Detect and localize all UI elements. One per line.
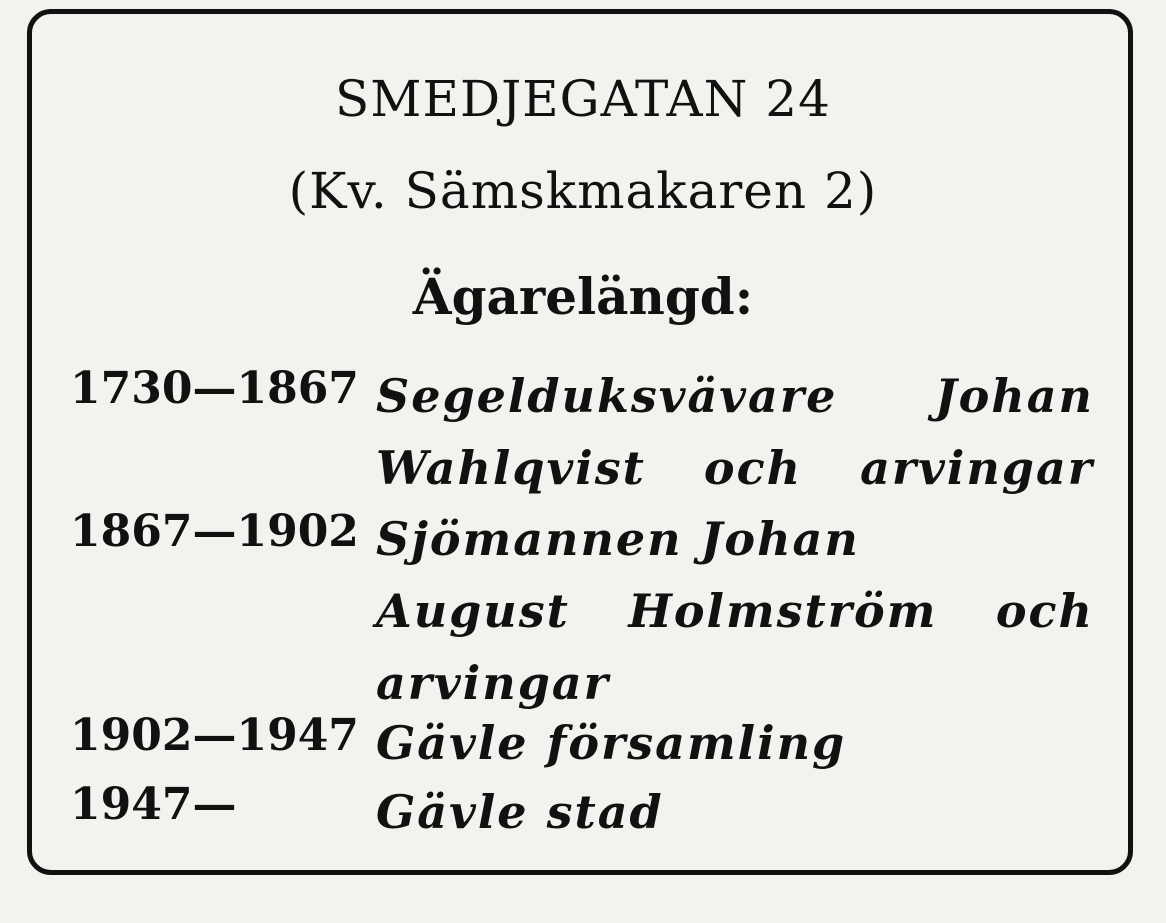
owner-line: Wahlqvist och arvingar: [376, 441, 1094, 495]
block-subtitle: (Kv. Sämskmakaren 2): [288, 162, 878, 220]
owner-name: [376, 360, 1101, 504]
owner-years: 1902—1947: [70, 710, 359, 761]
owner-line: Gävle stad: [376, 785, 664, 839]
address-title: SMEDJEGATAN 24: [335, 70, 831, 128]
owner-years: 1867—1902: [70, 506, 359, 557]
owner-name: [376, 707, 1101, 779]
owner-line: Segelduksvävare Johan: [376, 369, 1094, 423]
owner-years: 1730—1867: [70, 363, 359, 414]
owner-line: Sjömannen Johan: [376, 512, 860, 566]
owner-line: Gävle församling: [376, 716, 847, 770]
owner-list-heading: Ägarelängd:: [412, 267, 754, 326]
owner-name: [376, 776, 1101, 848]
owner-line: arvingar: [376, 656, 610, 710]
owner-name: [376, 503, 1101, 719]
owner-line: August Holmström och: [376, 584, 1094, 638]
owner-years: 1947—: [70, 779, 237, 830]
